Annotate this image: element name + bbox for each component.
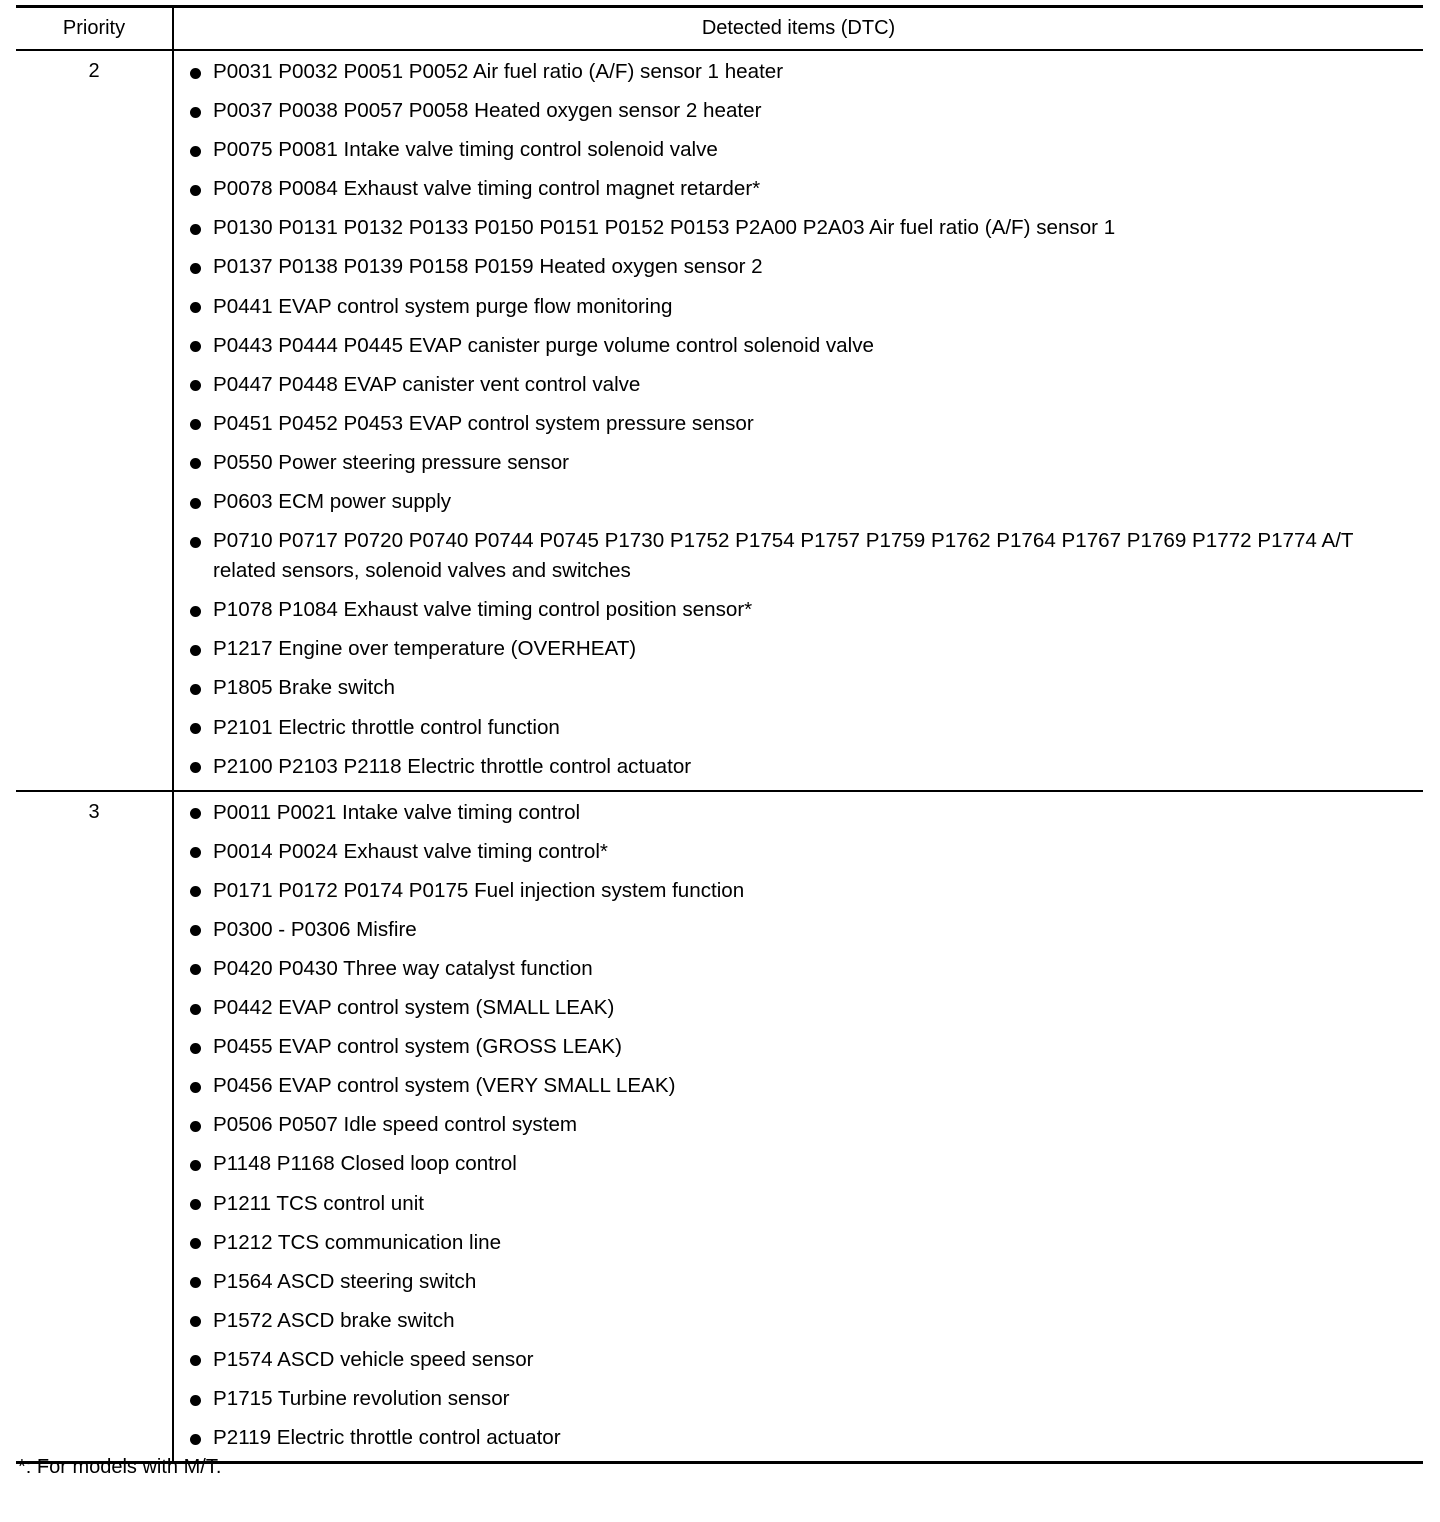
priority-cell: 3	[16, 791, 173, 1463]
bullet-icon	[190, 886, 201, 897]
detected-items-column-header: Detected items (DTC)	[701, 17, 896, 39]
dtc-item-text: P1572 ASCD brake switch	[213, 1308, 455, 1332]
dtc-list-item	[174, 1189, 1423, 1219]
dtc-list-item	[174, 673, 1423, 703]
dtc-list-item	[174, 915, 1423, 945]
bullet-icon	[190, 1199, 201, 1210]
dtc-list-item	[174, 1384, 1423, 1414]
dtc-item-text: P0075 P0081 Intake valve timing control solenoid valve	[213, 138, 718, 162]
dtc-list-item	[174, 1110, 1423, 1140]
bullet-icon	[190, 1238, 201, 1249]
dtc-item-text: P0014 P0024 Exhaust valve timing control*	[213, 839, 608, 863]
dtc-list-item	[174, 174, 1423, 204]
footnote: *: For models with M/T.	[18, 1456, 222, 1478]
dtc-list-item	[174, 798, 1423, 828]
bullet-icon	[190, 498, 201, 509]
dtc-list-item	[174, 331, 1423, 361]
dtc-item-text: P0451 P0452 P0453 EVAP control system pressure sensor	[213, 411, 754, 435]
dtc-list-item	[174, 292, 1423, 322]
bullet-icon	[190, 925, 201, 936]
bullet-icon	[190, 302, 201, 313]
dtc-item-text: P0130 P0131 P0132 P0133 P0150 P0151 P0152 P0153 P2A00 P2A03 Air fuel ratio (A/F) sensor 1	[213, 216, 1116, 240]
dtc-item-text: P0710 P0717 P0720 P0740 P0744 P0745 P1730 P1752 P1754 P1757 P1759 P1762 P1764 P1767 P1769 P1772 P1774 A/T related sensors, solenoid valves and switches	[213, 529, 1354, 583]
dtc-item-text: P0171 P0172 P0174 P0175 Fuel injection system function	[213, 878, 745, 902]
bullet-icon	[190, 1043, 201, 1054]
dtc-item-text: P0137 P0138 P0139 P0158 P0159 Heated oxygen sensor 2	[213, 255, 763, 279]
dtc-list-item	[174, 837, 1423, 867]
bullet-icon	[190, 1277, 201, 1288]
bullet-icon	[190, 419, 201, 430]
dtc-list-item	[174, 409, 1423, 439]
dtc-list-item	[174, 370, 1423, 400]
dtc-item-text: P0078 P0084 Exhaust valve timing control magnet retarder*	[213, 177, 761, 201]
dtc-list-item	[174, 1032, 1423, 1062]
dtc-list-item	[174, 448, 1423, 478]
bullet-icon	[190, 68, 201, 79]
dtc-list-item	[174, 634, 1423, 664]
dtc-item-text: P0441 EVAP control system purge flow monitoring	[213, 294, 673, 318]
bullet-icon	[190, 341, 201, 352]
bullet-icon	[190, 458, 201, 469]
dtc-item-text: P0031 P0032 P0051 P0052 Air fuel ratio (A/F) sensor 1 heater	[213, 60, 784, 83]
dtc-item-text: P2101 Electric throttle control function	[213, 715, 560, 739]
priority-group-row-3	[16, 791, 1423, 1463]
detected-items-cell	[173, 50, 1423, 791]
bullet-icon	[190, 1004, 201, 1015]
bullet-icon	[190, 1082, 201, 1093]
bullet-icon	[190, 684, 201, 695]
dtc-list	[174, 51, 1423, 790]
bullet-icon	[190, 185, 201, 196]
dtc-list-item	[174, 135, 1423, 165]
bullet-icon	[190, 224, 201, 235]
bullet-icon	[190, 263, 201, 274]
dtc-list-item	[174, 526, 1423, 586]
dtc-list-item	[174, 96, 1423, 126]
dtc-item-text: P1805 Brake switch	[213, 676, 396, 700]
dtc-item-text: P0037 P0038 P0057 P0058 Heated oxygen sensor 2 heater	[213, 99, 762, 123]
dtc-list-item	[174, 1267, 1423, 1297]
dtc-item-text: P0420 P0430 Three way catalyst function	[213, 956, 593, 980]
dtc-item-text: P1574 ASCD vehicle speed sensor	[213, 1347, 534, 1371]
dtc-item-text: P2119 Electric throttle control actuator	[213, 1426, 561, 1450]
dtc-list-item	[174, 487, 1423, 517]
dtc-item-text: P1148 P1168 Closed loop control	[213, 1152, 517, 1176]
dtc-list-item	[174, 1228, 1423, 1258]
dtc-list-item	[174, 954, 1423, 984]
priority-column-header: Priority	[16, 7, 173, 51]
dtc-item-text: P0442 EVAP control system (SMALL LEAK)	[213, 996, 615, 1020]
header-row	[16, 7, 1423, 51]
dtc-item-text: P1078 P1084 Exhaust valve timing control position sensor*	[213, 598, 753, 622]
dtc-item-text: P0443 P0444 P0445 EVAP canister purge volume control solenoid valve	[213, 333, 874, 357]
bullet-icon	[190, 964, 201, 975]
bullet-icon	[190, 723, 201, 734]
bullet-icon	[190, 847, 201, 858]
dtc-priority-table	[16, 5, 1423, 1464]
dtc-item-text: P1212 TCS communication line	[213, 1230, 502, 1254]
priority-group-row-2	[16, 50, 1423, 791]
dtc-item-text: P2100 P2103 P2118 Electric throttle control actuator	[213, 754, 692, 778]
dtc-item-text: P0011 P0021 Intake valve timing control	[213, 800, 581, 824]
dtc-item-text: P0456 EVAP control system (VERY SMALL LEAK)	[213, 1074, 676, 1098]
dtc-item-text: P0603 ECM power supply	[213, 490, 452, 514]
dtc-item-text: P0300 - P0306 Misfire	[213, 917, 417, 941]
bullet-icon	[190, 107, 201, 118]
dtc-item-text: P0455 EVAP control system (GROSS LEAK)	[213, 1035, 622, 1059]
bullet-icon	[190, 1395, 201, 1406]
dtc-item-text: P1715 Turbine revolution sensor	[213, 1387, 510, 1410]
bullet-icon	[190, 537, 201, 548]
dtc-list-item	[174, 1423, 1423, 1453]
table-body	[16, 50, 1423, 1463]
bullet-icon	[190, 380, 201, 391]
detected-items-cell	[173, 791, 1423, 1463]
dtc-list-item	[174, 595, 1423, 625]
bullet-icon	[190, 808, 201, 819]
dtc-list-item	[174, 713, 1423, 743]
dtc-list-item	[174, 1345, 1423, 1375]
bullet-icon	[190, 1316, 201, 1327]
dtc-item-text: P0447 P0448 EVAP canister vent control valve	[213, 372, 641, 396]
dtc-item-text: P0550 Power steering pressure sensor	[213, 450, 570, 474]
dtc-list-item	[174, 752, 1423, 782]
dtc-list-item	[174, 993, 1423, 1023]
dtc-item-text: P1217 Engine over temperature (OVERHEAT)	[213, 637, 637, 661]
bullet-icon	[190, 1160, 201, 1171]
bullet-icon	[190, 146, 201, 157]
dtc-list-item	[174, 1071, 1423, 1101]
dtc-list-item	[174, 252, 1423, 282]
dtc-list-item	[174, 876, 1423, 906]
dtc-list-item	[174, 57, 1423, 87]
dtc-item-text: P1564 ASCD steering switch	[213, 1269, 477, 1293]
bullet-icon	[190, 1121, 201, 1132]
bullet-icon	[190, 1355, 201, 1366]
bullet-icon	[190, 762, 201, 773]
dtc-list-item	[174, 1149, 1423, 1179]
dtc-list-item	[174, 213, 1423, 243]
dtc-list	[174, 792, 1423, 1462]
dtc-list-item	[174, 1306, 1423, 1336]
bullet-icon	[190, 645, 201, 656]
bullet-icon	[190, 1434, 201, 1445]
dtc-item-text: P1211 TCS control unit	[213, 1191, 425, 1215]
table-header	[16, 7, 1423, 51]
bullet-icon	[190, 606, 201, 617]
dtc-item-text: P0506 P0507 Idle speed control system	[213, 1113, 578, 1137]
priority-cell: 2	[16, 50, 173, 791]
